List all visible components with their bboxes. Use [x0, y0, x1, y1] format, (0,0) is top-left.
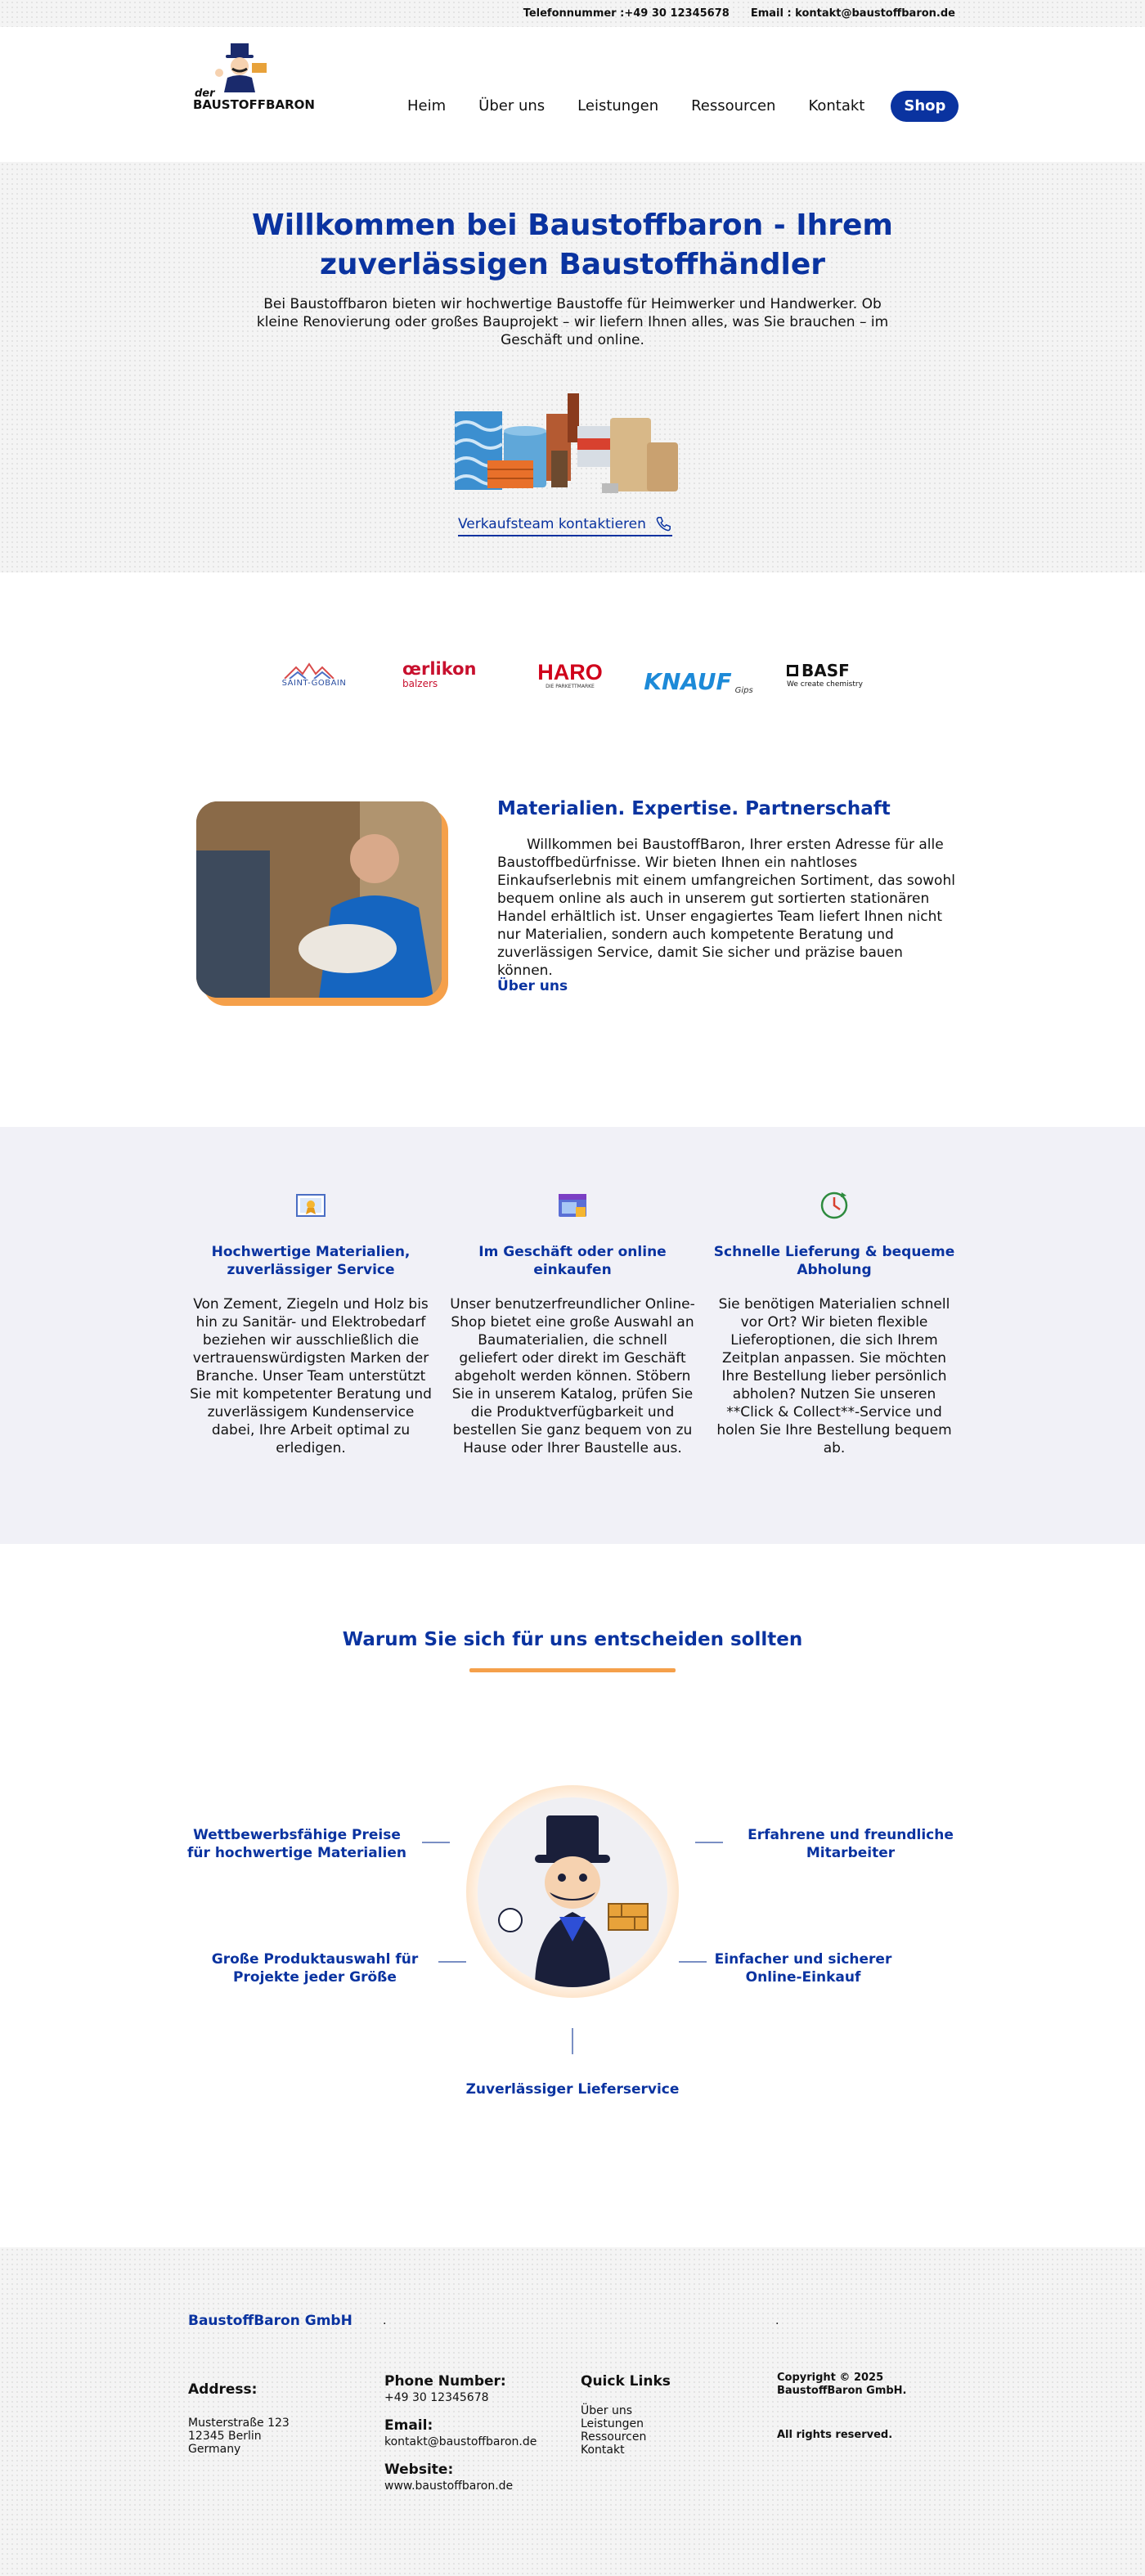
nav-item-heim[interactable]: Heim — [407, 97, 447, 114]
site-logo[interactable] — [193, 42, 315, 123]
connector-line — [679, 1961, 707, 1963]
footer-copyright: Copyright © 2025 BaustoffBaron GmbH. — [777, 2372, 907, 2397]
why-item-delivery: Zuverlässiger Lieferservice — [465, 2081, 680, 2098]
brand-knauf[interactable] — [644, 654, 753, 695]
site-header — [0, 27, 1145, 162]
about-title: Materialien. Expertise. Partnerschaft — [497, 798, 891, 819]
footer-email[interactable]: kontakt@baustoffbaron.de — [384, 2435, 537, 2448]
topbar-email[interactable]: Email : kontakt@baustoffbaron.de — [750, 7, 955, 20]
why-item-online: Einfacher und sicherer Online-Einkauf — [714, 1951, 892, 1986]
why-us-section — [0, 1544, 1145, 2247]
features-section — [0, 1127, 1145, 1544]
feature-text: Von Zement, Ziegeln und Holz bis hin zu Sanitär- und Elektrobedarf beziehen wir ausschließlich die vertrauenswürdigsten Marken der Branche. Unser Team unterstützt Sie mit kompetenter Beratung und zuverlässigem Kundenservice dabei, Ihre Arbeit optimal zu erledigen. — [190, 1296, 432, 1456]
hero-text: Bei Baustoffbaron bieten wir hochwertige Baustoffe für Heimwerker und Handwerker. Ob kleine Renovierung oder großes Bauprojekt – wir liefern Ihnen alles, was Sie brauchen – im Geschäft und online. — [256, 296, 889, 348]
baron-mascot-icon — [478, 1797, 667, 1987]
worker-photo — [196, 801, 450, 1006]
brand-basf[interactable] — [787, 654, 869, 695]
about-section — [0, 793, 1145, 1127]
nav-item-ueber-uns[interactable]: Über uns — [478, 97, 546, 114]
oerlikon-sub: balzers — [402, 678, 438, 689]
oerlikon-text: œrlikon — [402, 659, 477, 679]
why-title: Warum Sie sich für uns entscheiden sollten — [342, 1629, 803, 1650]
feature-card-delivery — [712, 1189, 957, 1457]
nav-item-kontakt[interactable]: Kontakt — [808, 97, 865, 114]
footer-address-line: Musterstraße 123 — [188, 2417, 290, 2430]
feature-title: Schnelle Lieferung & bequeme Abholung — [713, 1244, 955, 1278]
building-materials-illustration — [455, 393, 680, 496]
knauf-text: KNAUF — [644, 668, 732, 695]
top-bar — [0, 0, 1145, 27]
footer-link-leistungen[interactable]: Leistungen — [581, 2417, 644, 2430]
hero-section — [0, 162, 1145, 572]
footer-link-kontakt[interactable]: Kontakt — [581, 2444, 625, 2457]
why-item-selection: Große Produktauswahl für Projekte jeder Größe — [211, 1951, 419, 1986]
footer-rights: All rights reserved. — [777, 2429, 893, 2441]
about-text: Willkommen bei BaustoffBaron, Ihrer ersten Adresse für alle Baustoffbedürfnisse. Wir bieten Ihnen ein nahtloses Einkaufserlebnis mit einem umfangreichen Sortiment, das sowohl bequem online als auch in unserem gut sortierten stationären Handel erhältlich ist. Unser engagiertes Team liefert Ihnen nicht nur Materialien, sondern auch kompetente Beratung und zuverlässigen Service, damit Sie sicher und präzise bauen können. — [497, 837, 955, 979]
footer-website[interactable]: www.baustoffbaron.de — [384, 2480, 514, 2493]
why-underline — [469, 1668, 676, 1672]
logo-small-text: der — [195, 88, 215, 100]
footer-dot: . — [775, 2314, 779, 2327]
online-shop-icon — [556, 1189, 589, 1222]
connector-line — [438, 1961, 466, 1963]
nav-item-leistungen[interactable]: Leistungen — [577, 97, 659, 114]
footer-email-title: Email: — [384, 2417, 433, 2434]
basf-sub: We create chemistry — [787, 680, 863, 689]
feature-title: Hochwertige Materialien, zuverlässiger Service — [211, 1244, 411, 1278]
baron-mascot — [478, 1797, 667, 1987]
nav-item-ressourcen[interactable]: Ressourcen — [691, 97, 776, 114]
basf-square-icon — [787, 665, 798, 676]
footer-phone-title: Phone Number: — [384, 2373, 506, 2390]
worker-illustration — [196, 801, 442, 998]
feature-card-shop — [450, 1189, 695, 1457]
phone-icon — [654, 515, 672, 533]
feature-text: Unser benutzerfreundlicher Online-Shop bietet eine große Auswahl an Baumaterialien, die schnell geliefert oder direkt im Geschäft abgeholt werden können. Stöbern Sie in unserem Katalog, prüfen Sie die Produktverfügbarkeit und bestellen Sie ganz bequem von zu Hause oder Ihrer Baustelle aus. — [450, 1296, 695, 1456]
baron-logo-icon — [208, 42, 281, 92]
footer-link-ueber-uns[interactable]: Über uns — [581, 2404, 632, 2417]
contact-sales-label: Verkaufsteam kontaktieren — [458, 516, 646, 532]
saint-gobain-logo-icon — [281, 662, 347, 679]
main-nav — [391, 91, 959, 122]
brand-oerlikon[interactable] — [402, 654, 481, 695]
connector-line — [422, 1842, 450, 1843]
topbar-phone[interactable]: Telefonnummer :+49 30 12345678 — [523, 7, 730, 20]
connector-line — [695, 1842, 723, 1843]
why-item-staff: Erfahrene und freundliche Mitarbeiter — [748, 1827, 954, 1861]
footer-address-line: Germany — [188, 2443, 241, 2456]
footer-link-ressourcen[interactable]: Ressourcen — [581, 2430, 647, 2444]
footer-website-title: Website: — [384, 2462, 454, 2478]
logo-name: BAUSTOFFBARON — [193, 97, 315, 112]
knauf-sub: Gips — [734, 686, 753, 695]
basf-row — [787, 661, 850, 680]
footer-phone[interactable]: +49 30 12345678 — [384, 2391, 489, 2404]
connector-line — [572, 2028, 573, 2054]
footer-links-title: Quick Links — [581, 2373, 671, 2390]
certificate-icon — [294, 1189, 327, 1222]
footer-address-line: 12345 Berlin — [188, 2430, 262, 2443]
brand-saint-gobain[interactable] — [276, 654, 352, 695]
about-more-link[interactable]: Über uns — [497, 978, 568, 994]
clock-icon — [818, 1189, 851, 1222]
basf-text: BASF — [802, 661, 850, 680]
haro-sub: DIE PARKETTMARKE — [546, 683, 595, 689]
brand-logos-section — [0, 572, 1145, 793]
footer-dot: . — [383, 2314, 387, 2327]
feature-title: Im Geschäft oder online einkaufen — [478, 1244, 667, 1278]
site-footer — [0, 2247, 1145, 2576]
feature-card-quality — [188, 1189, 433, 1457]
shop-button[interactable]: Shop — [891, 91, 959, 122]
feature-text: Sie benötigen Materialien schnell vor Ort? Wir bieten flexible Lieferoptionen, die sich Ihrem Zeitplan anpassen. Sie möchten Ihre Bestellung lieber persönlich abholen? Nutzen Sie unseren **Click & Collect**-Service und holen Sie Ihre Bestellung bequem ab. — [716, 1296, 952, 1456]
contact-sales-link[interactable] — [458, 515, 672, 536]
why-item-prices: Wettbewerbsfähige Preise für hochwertige Materialien — [187, 1827, 406, 1861]
saint-gobain-text: SAINT-GOBAIN — [281, 678, 347, 688]
hero-title: Willkommen bei Baustoffbaron - Ihrem zuverlässigen Baustoffhändler — [252, 209, 893, 281]
photo-image — [196, 801, 442, 998]
footer-company: BaustoffBaron GmbH — [188, 2313, 352, 2329]
haro-text: HARO — [537, 659, 603, 684]
footer-address-title: Address: — [188, 2381, 258, 2398]
brand-haro[interactable] — [535, 654, 605, 695]
